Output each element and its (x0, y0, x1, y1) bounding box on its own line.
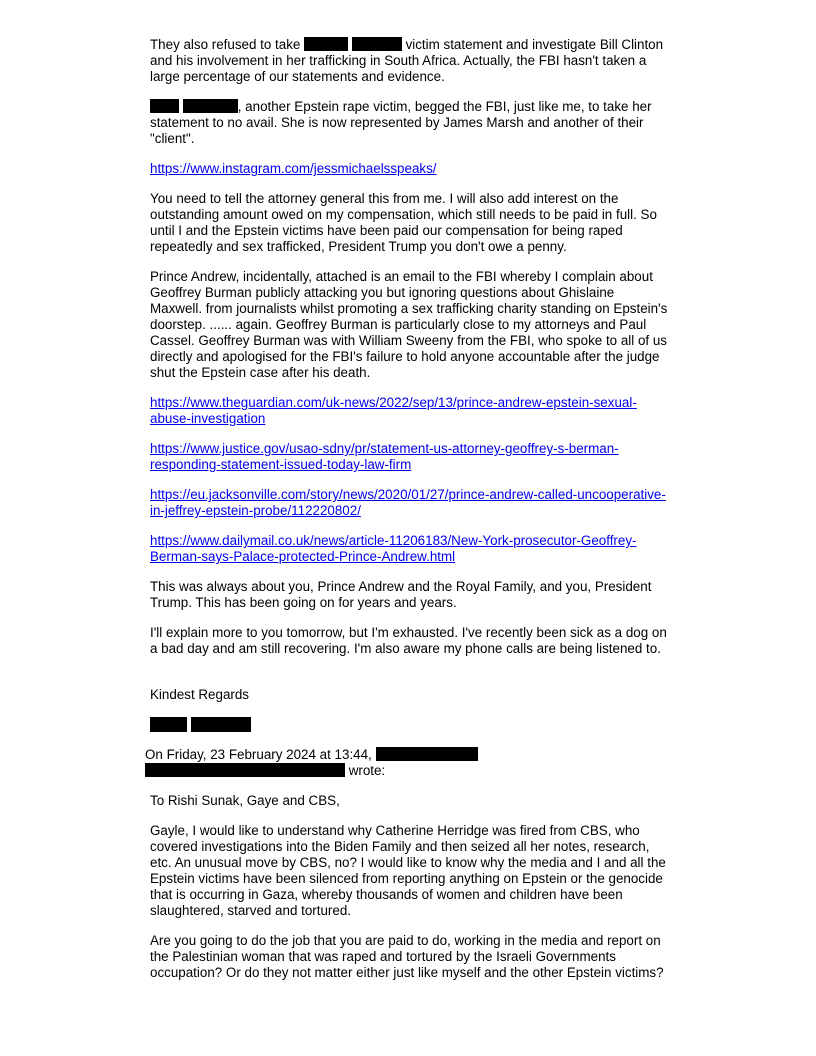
quoted-greeting: To Rishi Sunak, Gaye and CBS, (150, 793, 340, 808)
redaction-block (352, 37, 402, 51)
paragraph-exhausted: I'll explain more to you tomorrow, but I'm exhausted. I've recently been sick as a dog on a bad day and am still recovering. I'm also aware my phone calls are being listened to. (150, 625, 667, 656)
quote-header-text: On Friday, 23 February 2024 at 13:44, (145, 747, 372, 762)
text-segment: victim statement and investigate Bill Clinton and his involvement in her trafficking in South Africa. Actually, the FBI hasn't taken a large percentage of our statements and evidence. (150, 37, 664, 84)
quoted-paragraph-cbs: Gayle, I would like to understand why Catherine Herridge was fired from CBS, who covered investigations into the Biden Family and then seized all her notes, research, etc. An unusual move by CBS, no? I would like to know why the media and I and all the Epstein victims have been silenced from reporting anything on Epstein or the genocide that is occurring in Gaza, whereby thousands of women and children have been slaughtered, starved and tortured. (150, 823, 666, 918)
guardian-link[interactable]: https://www.theguardian.com/uk-news/2022/sep/13/prince-andrew-epstein-sexual-abuse-investigation (150, 395, 637, 426)
redaction-block (150, 717, 187, 732)
redaction-block (191, 717, 251, 732)
link-paragraph (150, 395, 670, 427)
text-segment: They also refused to take (150, 37, 301, 52)
paragraph-attorney-general: You need to tell the attorney general this from me. I will also add interest on the outstanding amount owed on my compensation, which still needs to be paid in full. So until I and the Epstein victims have been paid our compensation for being raped repeatedly and sex trafficked, President Trump you don't owe a penny. (150, 191, 657, 254)
link-paragraph (150, 533, 670, 565)
sign-off: Kindest Regards (150, 687, 249, 702)
paragraph-another-victim (150, 99, 670, 147)
paragraph-prince-andrew: Prince Andrew, incidentally, attached is an email to the FBI whereby I complain about Geoffrey Burman publicly attacking you but ignoring questions about Ghislaine Maxwell. from journalists whilst promoting a sex trafficking charity standing on Epstein's doorstep. ...... again. Geoffrey Burman is particularly close to my attorneys and Paul Cassel. Geoffrey Burman was with William Sweeny from the FBI, who spoke to all of us directly and apologised for the FBI's failure to hold anyone accountable after the judge shut the Epstein case after his death. (150, 269, 668, 380)
instagram-link[interactable]: https://www.instagram.com/jessmichaelsspeaks/ (150, 161, 437, 176)
quoted-email-header (145, 747, 685, 779)
redaction-block (150, 99, 179, 113)
justice-gov-link[interactable]: https://www.justice.gov/usao-sdny/pr/statement-us-attorney-geoffrey-s-berman-responding-statement-issued-today-law-firm (150, 441, 619, 472)
link-paragraph (150, 161, 670, 177)
paragraph-royal-family: This was always about you, Prince Andrew and the Royal Family, and you, President Trump. This has been going on for years and years. (150, 579, 652, 610)
link-paragraph (150, 441, 670, 473)
redaction-block (376, 747, 478, 761)
jacksonville-link[interactable]: https://eu.jacksonville.com/story/news/2020/01/27/prince-andrew-called-uncooperative-in-jeffrey-epstein-probe/112220802/ (150, 487, 666, 518)
text-segment: , another Epstein rape victim, begged the FBI, just like me, to take her statement to no avail. She is now represented by James Marsh and another of their "client". (150, 99, 652, 146)
dailymail-link[interactable]: https://www.dailymail.co.uk/news/article-11206183/New-York-prosecutor-Geoffrey-Berman-says-Palace-protected-Prince-Andrew.html (150, 533, 637, 564)
redaction-block (183, 99, 238, 113)
quote-header-wrote: wrote: (348, 763, 386, 778)
quoted-paragraph-palestinian: Are you going to do the job that you are paid to do, working in the media and report on the Palestinian woman that was raped and tortured by the Israeli Governments occupation? Or do they not matter either just like myself and the other Epstein victims? (150, 933, 664, 980)
redaction-block (304, 37, 348, 51)
redaction-block (145, 763, 345, 777)
signature-redacted (150, 717, 670, 733)
link-paragraph (150, 487, 670, 519)
paragraph-refused-statement (150, 37, 670, 85)
